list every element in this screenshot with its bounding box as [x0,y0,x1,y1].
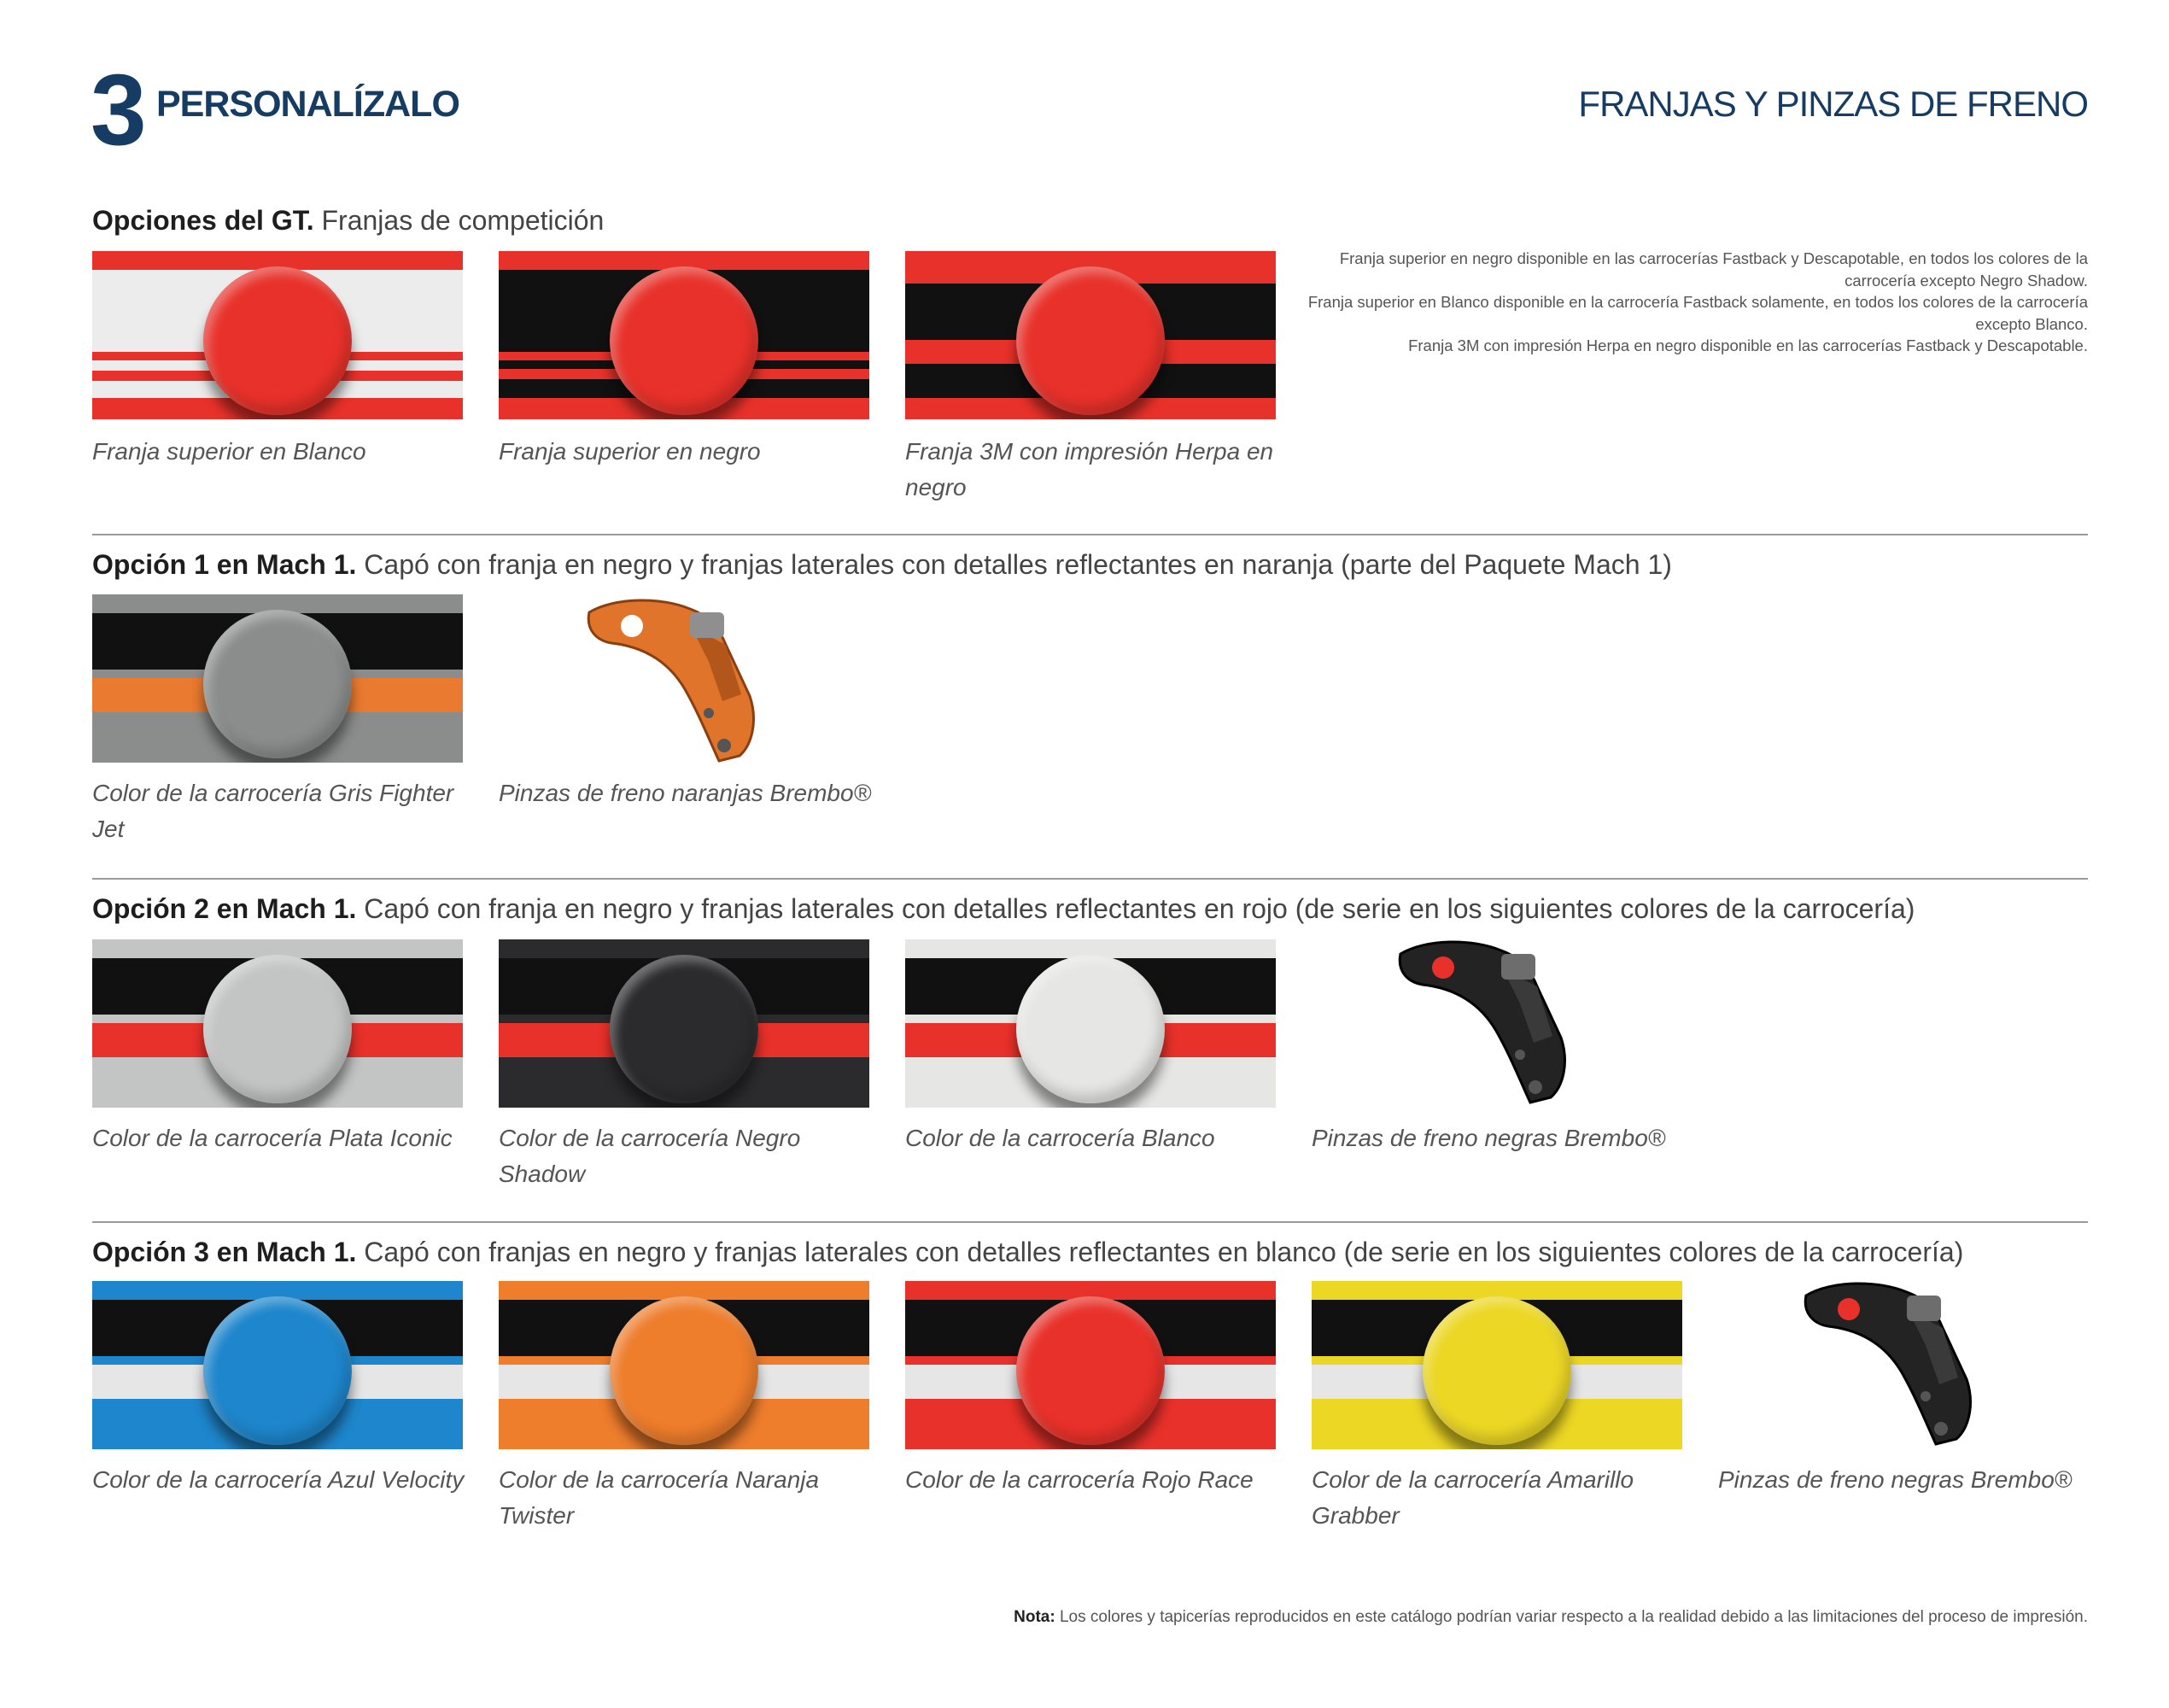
option3-heading [92,1237,1963,1268]
caliper-caption: Pinzas de freno naranjas Brembo® [499,780,872,806]
gt-heading-bold: Opciones del GT. [92,205,314,236]
swatch-caption: Color de la carrocería Gris Fighter Jet [92,780,454,842]
color-dot [203,266,352,415]
option2-heading-rest: Capó con franja en negro y franjas laterales con detalles reflectantes en rojo (de serie en los siguientes colores de la carrocería) [356,893,1915,924]
section-number: 3 [91,54,143,167]
caliper-black-brembo [1392,935,1588,1106]
gt-heading-rest: Franjas de competición [313,205,605,236]
swatch-caption: Franja superior en Blanco [92,438,366,465]
caliper-caption: Pinzas de freno negras Brembo® [1312,1125,1666,1151]
color-dot [1423,1296,1571,1445]
gt-heading [92,205,604,237]
swatch-caption: Color de la carrocería Azul Velocity [92,1466,465,1493]
gt-note: Franja superior en Blanco disponible en la carrocería Fastback solamente, en todos los colores de la carrocería excepto Blanco. [1307,293,2088,333]
footer-note [1014,1608,2088,1627]
color-dot [610,1296,758,1445]
stripe-swatch-blanco [905,939,1276,1108]
stripe-swatch-gt-herpa [905,251,1276,419]
stripe-swatch-amarillo-grabber [1312,1281,1682,1449]
gt-note: Franja superior en negro disponible en las carrocerías Fastback y Descapotable, en todos los colores de la carrocería excepto Negro Shadow. [1339,249,2088,290]
color-dot [203,610,352,758]
divider [92,1221,2088,1223]
swatch-caption: Color de la carrocería Amarillo Grabber [1312,1466,1634,1529]
page-title: FRANJAS Y PINZAS DE FRENO [1578,84,2088,124]
color-dot [1016,1296,1165,1445]
divider [92,534,2088,535]
stripe-swatch-gt-white [92,251,463,419]
option3-heading-rest: Capó con franjas en negro y franjas laterales con detalles reflectantes en blanco (de serie en los siguientes colores de la carrocería) [356,1237,1964,1267]
option3-heading-bold: Opción 3 en Mach 1. [92,1237,357,1267]
option1-heading-bold: Opción 1 en Mach 1. [92,549,357,580]
color-dot [203,955,352,1103]
caliper-orange-brembo [581,594,777,764]
swatch-caption: Color de la carrocería Plata Iconic [92,1125,453,1151]
gt-note: Franja 3M con impresión Herpa en negro disponible en las carrocerías Fastback y Descapotable. [1408,336,2088,354]
option2-heading [92,893,1915,925]
stripe-swatch-negro-shadow [499,939,869,1108]
gt-availability-notes [1281,248,2088,357]
stripe-swatch-rojo-race [905,1281,1276,1449]
swatch-caption: Color de la carrocería Naranja Twister [499,1466,820,1529]
divider [92,878,2088,880]
swatch-caption: Color de la carrocería Blanco [905,1125,1215,1151]
option1-heading [92,549,1672,581]
stripe-swatch-gt-black [499,251,869,419]
color-dot [610,266,758,415]
stripe-swatch-plata-iconic [92,939,463,1108]
caliper-black-brembo [1798,1277,1994,1448]
swatch-caption: Color de la carrocería Rojo Race [905,1466,1254,1493]
footer-note-label: Nota: [1014,1608,1055,1626]
stripe-swatch-gris-fighter-jet [92,594,463,763]
color-dot [203,1296,352,1445]
swatch-caption: Color de la carrocería Negro Shadow [499,1125,801,1187]
stripe-swatch-azul-velocity [92,1281,463,1449]
caliper-caption: Pinzas de freno negras Brembo® [1718,1466,2073,1493]
option1-heading-rest: Capó con franja en negro y franjas laterales con detalles reflectantes en naranja (parte del Paquete Mach 1) [356,549,1672,580]
stripe-swatch-naranja-twister [499,1281,869,1449]
section-title: PERSONALÍZALO [156,84,459,125]
color-dot [1016,266,1165,415]
swatch-caption: Franja superior en negro [499,438,761,465]
color-dot [610,955,758,1103]
footer-note-text: Los colores y tapicerías reproducidos en este catálogo podrían variar respecto a la realidad debido a las limitaciones del proceso de impresión. [1055,1608,2088,1626]
swatch-caption: Franja 3M con impresión Herpa en negro [905,438,1274,500]
option2-heading-bold: Opción 2 en Mach 1. [92,893,357,924]
color-dot [1016,955,1165,1103]
